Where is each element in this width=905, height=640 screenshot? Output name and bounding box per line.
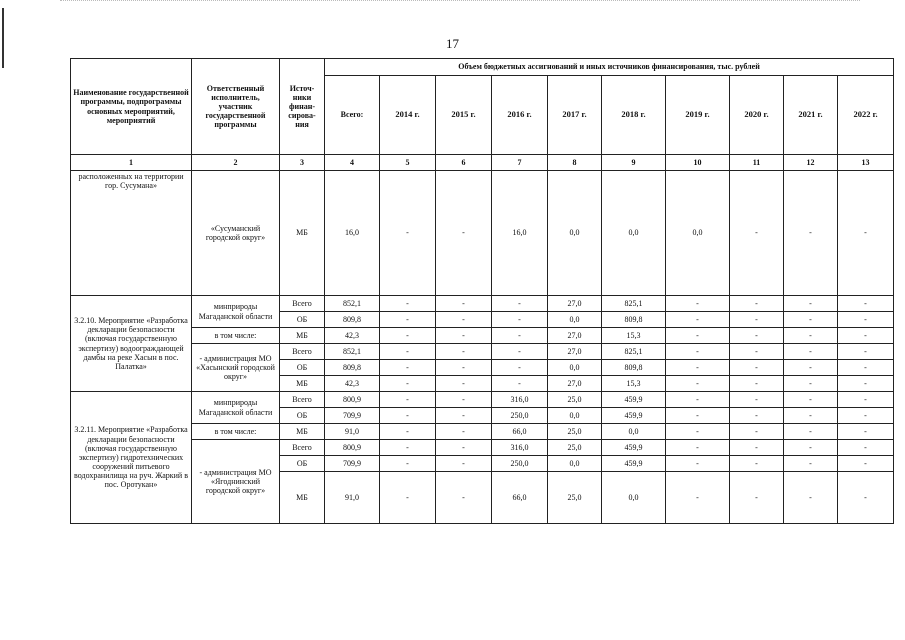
- value-cell: 25,0: [548, 392, 602, 408]
- value-cell: -: [436, 360, 492, 376]
- table-row: [71, 296, 894, 312]
- source-cell: МБ: [280, 472, 325, 524]
- value-cell: -: [784, 328, 838, 344]
- value-cell: -: [838, 392, 894, 408]
- value-cell: 825,1: [602, 344, 666, 360]
- value-cell: 27,0: [548, 328, 602, 344]
- header-year: 2015 г.: [436, 76, 492, 155]
- table-row: [71, 440, 894, 456]
- executor: «Сусуманский городской округ»: [192, 171, 280, 296]
- value-cell: 809,8: [602, 360, 666, 376]
- value-cell: 250,0: [492, 456, 548, 472]
- value-cell: 0,0: [548, 171, 602, 296]
- value-cell: -: [380, 360, 436, 376]
- value-cell: -: [784, 344, 838, 360]
- value-cell: 25,0: [548, 472, 602, 524]
- page-number: 17: [446, 36, 459, 51]
- value-cell: -: [436, 344, 492, 360]
- executor: минприроды Магаданской области: [192, 296, 280, 328]
- value-cell: -: [784, 392, 838, 408]
- value-cell: -: [436, 296, 492, 312]
- value-cell: 0,0: [602, 424, 666, 440]
- value-cell: -: [436, 440, 492, 456]
- value-cell: -: [730, 296, 784, 312]
- table-row: [71, 344, 894, 360]
- value-cell: 316,0: [492, 440, 548, 456]
- value-cell: 459,9: [602, 456, 666, 472]
- table-row: [71, 328, 894, 344]
- value-cell: 459,9: [602, 408, 666, 424]
- value-cell: 0,0: [548, 360, 602, 376]
- value-cell: -: [784, 360, 838, 376]
- value-cell: -: [380, 312, 436, 328]
- header-year: 2014 г.: [380, 76, 436, 155]
- column-number: 6: [436, 155, 492, 171]
- value-cell: -: [730, 472, 784, 524]
- value-cell: 709,9: [325, 456, 380, 472]
- value-cell: -: [784, 424, 838, 440]
- value-cell: -: [838, 360, 894, 376]
- value-cell: -: [784, 376, 838, 392]
- value-cell: -: [730, 360, 784, 376]
- event-name: 3.2.10. Мероприятие «Разработка декларации безопасности (включая государственную экспертизу) водоограждающей дамбы на реке Хасын в пос. Палатка»: [71, 296, 192, 392]
- value-cell: -: [784, 171, 838, 296]
- value-cell: 459,9: [602, 440, 666, 456]
- source-cell: МБ: [280, 424, 325, 440]
- value-cell: -: [838, 344, 894, 360]
- value-cell: -: [666, 456, 730, 472]
- header-executor: Ответственный исполнитель, участник государственной программы: [192, 59, 280, 155]
- value-cell: -: [436, 376, 492, 392]
- value-cell: 42,3: [325, 328, 380, 344]
- header-total: Всего:: [325, 76, 380, 155]
- value-cell: -: [838, 440, 894, 456]
- value-cell: 0,0: [602, 171, 666, 296]
- value-cell: 800,9: [325, 440, 380, 456]
- source-cell: МБ: [280, 171, 325, 296]
- source-cell: Всего: [280, 440, 325, 456]
- value-cell: 250,0: [492, 408, 548, 424]
- executor: - администрация МО «Ягоднинский городской округ»: [192, 440, 280, 524]
- value-cell: 852,1: [325, 344, 380, 360]
- column-number: 13: [838, 155, 894, 171]
- value-cell: -: [380, 440, 436, 456]
- value-cell: -: [666, 376, 730, 392]
- value-cell: -: [838, 312, 894, 328]
- value-cell: -: [730, 376, 784, 392]
- value-cell: -: [666, 344, 730, 360]
- header-year: 2022 г.: [838, 76, 894, 155]
- column-number: 9: [602, 155, 666, 171]
- value-cell: -: [380, 408, 436, 424]
- value-cell: 15,3: [602, 376, 666, 392]
- value-cell: -: [492, 376, 548, 392]
- value-cell: -: [380, 424, 436, 440]
- value-cell: 16,0: [325, 171, 380, 296]
- header-name: Наименование государственной программы, подпрограммы основных мероприятий, мероприятий: [71, 59, 192, 155]
- column-number: 2: [192, 155, 280, 171]
- value-cell: -: [380, 171, 436, 296]
- value-cell: -: [730, 344, 784, 360]
- value-cell: -: [666, 312, 730, 328]
- value-cell: 0,0: [666, 171, 730, 296]
- value-cell: 825,1: [602, 296, 666, 312]
- value-cell: 25,0: [548, 440, 602, 456]
- column-number: 1: [71, 155, 192, 171]
- value-cell: -: [380, 328, 436, 344]
- financing-table: [70, 58, 894, 524]
- table-row: [71, 424, 894, 440]
- value-cell: -: [838, 328, 894, 344]
- value-cell: -: [838, 171, 894, 296]
- source-cell: ОБ: [280, 456, 325, 472]
- value-cell: -: [492, 360, 548, 376]
- value-cell: 709,9: [325, 408, 380, 424]
- value-cell: -: [380, 392, 436, 408]
- source-cell: ОБ: [280, 312, 325, 328]
- value-cell: 316,0: [492, 392, 548, 408]
- value-cell: -: [436, 424, 492, 440]
- value-cell: 42,3: [325, 376, 380, 392]
- value-cell: -: [666, 440, 730, 456]
- value-cell: -: [436, 171, 492, 296]
- value-cell: -: [784, 472, 838, 524]
- source-cell: Всего: [280, 392, 325, 408]
- value-cell: 25,0: [548, 424, 602, 440]
- source-cell: ОБ: [280, 408, 325, 424]
- value-cell: -: [666, 392, 730, 408]
- value-cell: -: [436, 392, 492, 408]
- column-number: 10: [666, 155, 730, 171]
- value-cell: -: [666, 360, 730, 376]
- value-cell: -: [838, 408, 894, 424]
- value-cell: -: [492, 312, 548, 328]
- value-cell: -: [380, 296, 436, 312]
- value-cell: 809,8: [325, 312, 380, 328]
- value-cell: 27,0: [548, 376, 602, 392]
- value-cell: 27,0: [548, 344, 602, 360]
- table-row: [71, 392, 894, 408]
- value-cell: -: [730, 408, 784, 424]
- value-cell: -: [784, 408, 838, 424]
- header-year: 2018 г.: [602, 76, 666, 155]
- header-source: Источ-ники финан-сирова-ния: [280, 59, 325, 155]
- value-cell: -: [784, 456, 838, 472]
- executor: - администрация МО «Хасынский городской округ»: [192, 344, 280, 392]
- header-year: 2019 г.: [666, 76, 730, 155]
- value-cell: -: [666, 296, 730, 312]
- column-number: 5: [380, 155, 436, 171]
- value-cell: -: [380, 472, 436, 524]
- value-cell: -: [730, 171, 784, 296]
- value-cell: 459,9: [602, 392, 666, 408]
- header-year: 2021 г.: [784, 76, 838, 155]
- header-year: 2016 г.: [492, 76, 548, 155]
- value-cell: -: [730, 456, 784, 472]
- source-cell: Всего: [280, 344, 325, 360]
- table-row: [71, 171, 894, 296]
- column-number: 3: [280, 155, 325, 171]
- column-number: 12: [784, 155, 838, 171]
- value-cell: -: [730, 424, 784, 440]
- value-cell: 852,1: [325, 296, 380, 312]
- subtotal-label: в том числе:: [192, 328, 280, 344]
- header-financing-group: Объем бюджетных ассигнований и иных источников финансирования, тыс. рублей: [325, 59, 894, 76]
- header-year: 2017 г.: [548, 76, 602, 155]
- value-cell: 0,0: [548, 312, 602, 328]
- event-name: расположенных на территории гор. Сусумана»: [71, 171, 192, 296]
- value-cell: 27,0: [548, 296, 602, 312]
- value-cell: 16,0: [492, 171, 548, 296]
- value-cell: -: [436, 408, 492, 424]
- value-cell: 0,0: [602, 472, 666, 524]
- source-cell: ОБ: [280, 360, 325, 376]
- value-cell: -: [666, 408, 730, 424]
- value-cell: -: [730, 312, 784, 328]
- value-cell: -: [436, 328, 492, 344]
- value-cell: -: [492, 328, 548, 344]
- value-cell: -: [436, 472, 492, 524]
- value-cell: -: [784, 312, 838, 328]
- source-cell: МБ: [280, 376, 325, 392]
- value-cell: 66,0: [492, 424, 548, 440]
- value-cell: -: [380, 376, 436, 392]
- value-cell: -: [436, 456, 492, 472]
- value-cell: -: [838, 424, 894, 440]
- value-cell: -: [436, 312, 492, 328]
- header-year: 2020 г.: [730, 76, 784, 155]
- scan-artifact-top: [60, 0, 860, 4]
- value-cell: -: [838, 296, 894, 312]
- value-cell: -: [784, 296, 838, 312]
- source-cell: МБ: [280, 328, 325, 344]
- value-cell: -: [838, 472, 894, 524]
- column-number: 4: [325, 155, 380, 171]
- value-cell: 0,0: [548, 456, 602, 472]
- value-cell: -: [838, 376, 894, 392]
- column-number: 11: [730, 155, 784, 171]
- source-cell: Всего: [280, 296, 325, 312]
- value-cell: -: [380, 344, 436, 360]
- value-cell: -: [492, 344, 548, 360]
- value-cell: 0,0: [548, 408, 602, 424]
- value-cell: 15,3: [602, 328, 666, 344]
- value-cell: 809,8: [325, 360, 380, 376]
- value-cell: 800,9: [325, 392, 380, 408]
- value-cell: 66,0: [492, 472, 548, 524]
- value-cell: 91,0: [325, 424, 380, 440]
- event-name: 3.2.11. Мероприятие «Разработка декларации безопасности (включая государственную экспертизу) гидротехнических сооружений питьевого водохранилища на руч. Жаркий в пос. Оротукан»: [71, 392, 192, 524]
- subtotal-label: в том числе:: [192, 424, 280, 440]
- value-cell: -: [730, 328, 784, 344]
- value-cell: -: [380, 456, 436, 472]
- value-cell: -: [784, 440, 838, 456]
- column-number: 8: [548, 155, 602, 171]
- value-cell: -: [666, 472, 730, 524]
- value-cell: -: [730, 440, 784, 456]
- value-cell: -: [838, 456, 894, 472]
- value-cell: 809,8: [602, 312, 666, 328]
- column-number: 7: [492, 155, 548, 171]
- value-cell: -: [666, 424, 730, 440]
- value-cell: -: [730, 392, 784, 408]
- executor: минприроды Магаданской области: [192, 392, 280, 424]
- value-cell: -: [492, 296, 548, 312]
- value-cell: -: [666, 328, 730, 344]
- value-cell: 91,0: [325, 472, 380, 524]
